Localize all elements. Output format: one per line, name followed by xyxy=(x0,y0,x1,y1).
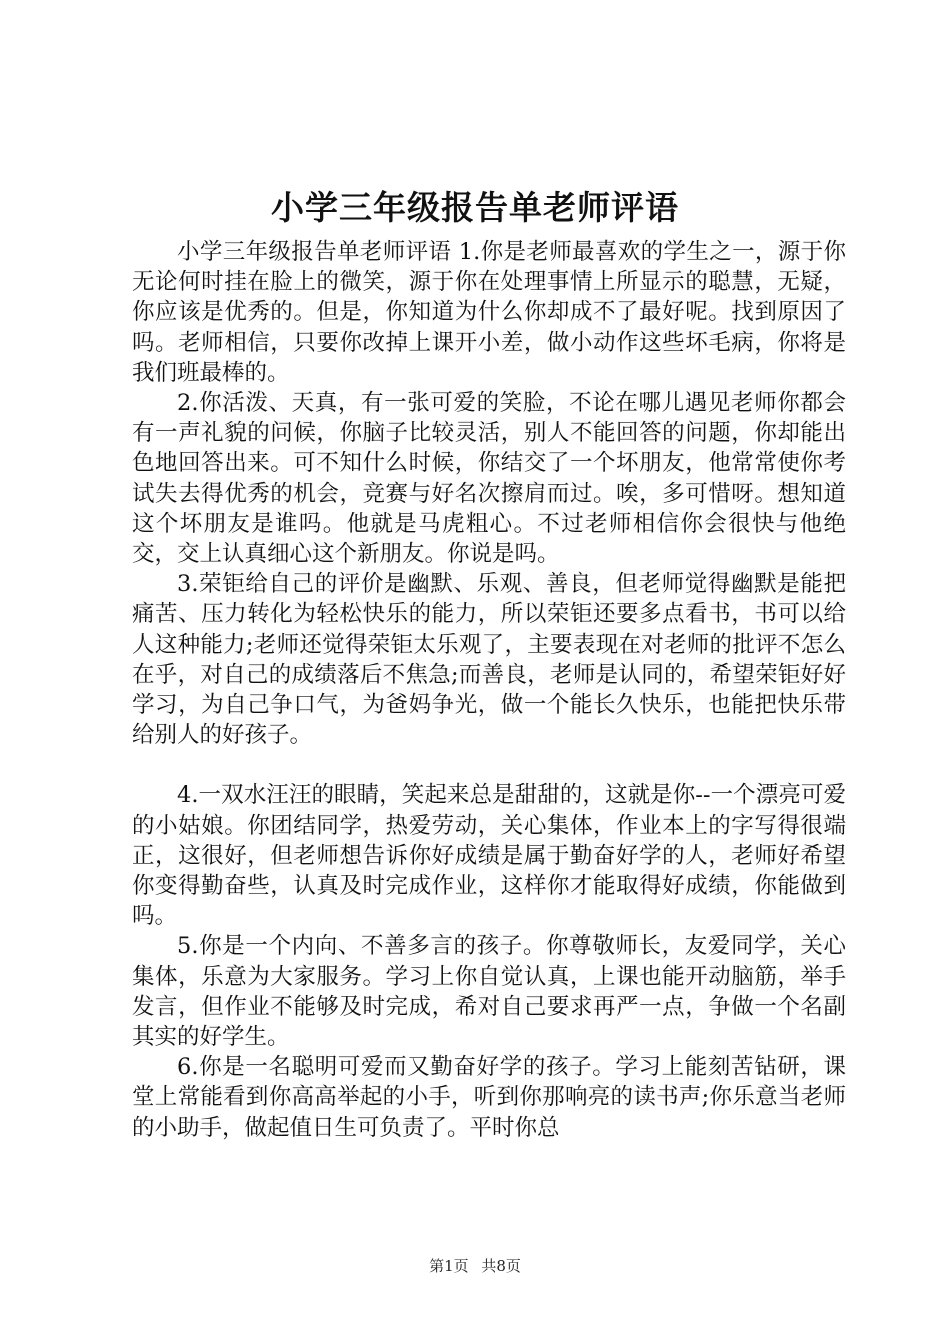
paragraph-5: 5.你是一个内向、不善多言的孩子。你尊敬师长，友爱同学，关心集体，乐意为大家服务。学习上你自觉认真，上课也能开动脑筋，举手发言，但作业不能够及时完成，希对自己要求再严一点，争做一个名副其实的好学生。 xyxy=(132,933,846,1051)
paragraph-2: 2.你活泼、天真，有一张可爱的笑脸，不论在哪儿遇见老师你都会有一声礼貌的问候，你脑子比较灵活，别人不能回答的问题，你却能出色地回答出来。可不知什么时候，你结交了一个坏朋友，他常常使你考试失去得优秀的机会，竞赛与好名次擦肩而过。唉，多可惜呀。想知道这个坏朋友是谁吗。他就是马虎粗心。不过老师相信你会很快与他绝交，交上认真细心这个新朋友。你说是吗。 xyxy=(132,390,846,568)
paragraph-4: 4.一双水汪汪的眼睛，笑起来总是甜甜的，这就是你--一个漂亮可爱的小姑娘。你团结同学，热爱劳动，关心集体，作业本上的字写得很端正，这很好，但老师想告诉你好成绩是属于勤奋好学的人，老师好希望你变得勤奋些，认真及时完成作业，这样你才能取得好成绩，你能做到吗。 xyxy=(132,782,846,930)
paragraph-6: 6.你是一名聪明可爱而又勤奋好学的孩子。学习上能刻苦钻研，课堂上常能看到你高高举起的小手，听到你那响亮的读书声;你乐意当老师的小助手，做起值日生可负责了。平时你总 xyxy=(132,1054,846,1141)
paragraph-3: 3.荣钜给自己的评价是幽默、乐观、善良，但老师觉得幽默是能把痛苦、压力转化为轻松快乐的能力，所以荣钜还要多点看书，书可以给人这种能力;老师还觉得荣钜太乐观了，主要表现在对老师的批评不怎么在乎，对自己的成绩落后不焦急;而善良，老师是认同的，希望荣钜好好学习，为自己争口气，为爸妈争光，做一个能长久快乐，也能把快乐带给别人的好孩子。 xyxy=(132,571,846,749)
document-body xyxy=(132,237,846,1143)
paragraph-1: 小学三年级报告单老师评语 1.你是老师最喜欢的学生之一，源于你无论何时挂在脸上的微笑，源于你在处理事情上所显示的聪慧，无疑，你应该是优秀的。但是，你知道为什么你却成不了最好呢。找到原因了吗。老师相信，只要你改掉上课开小差，做小动作这些坏毛病，你将是我们班最棒的。 xyxy=(132,239,846,386)
page-footer xyxy=(0,1256,950,1276)
page-number: 第1页 xyxy=(429,1257,469,1275)
document-title: 小学三年级报告单老师评语 xyxy=(271,188,679,227)
page-total: 共8页 xyxy=(481,1257,521,1275)
paragraph-spacer xyxy=(132,750,846,780)
